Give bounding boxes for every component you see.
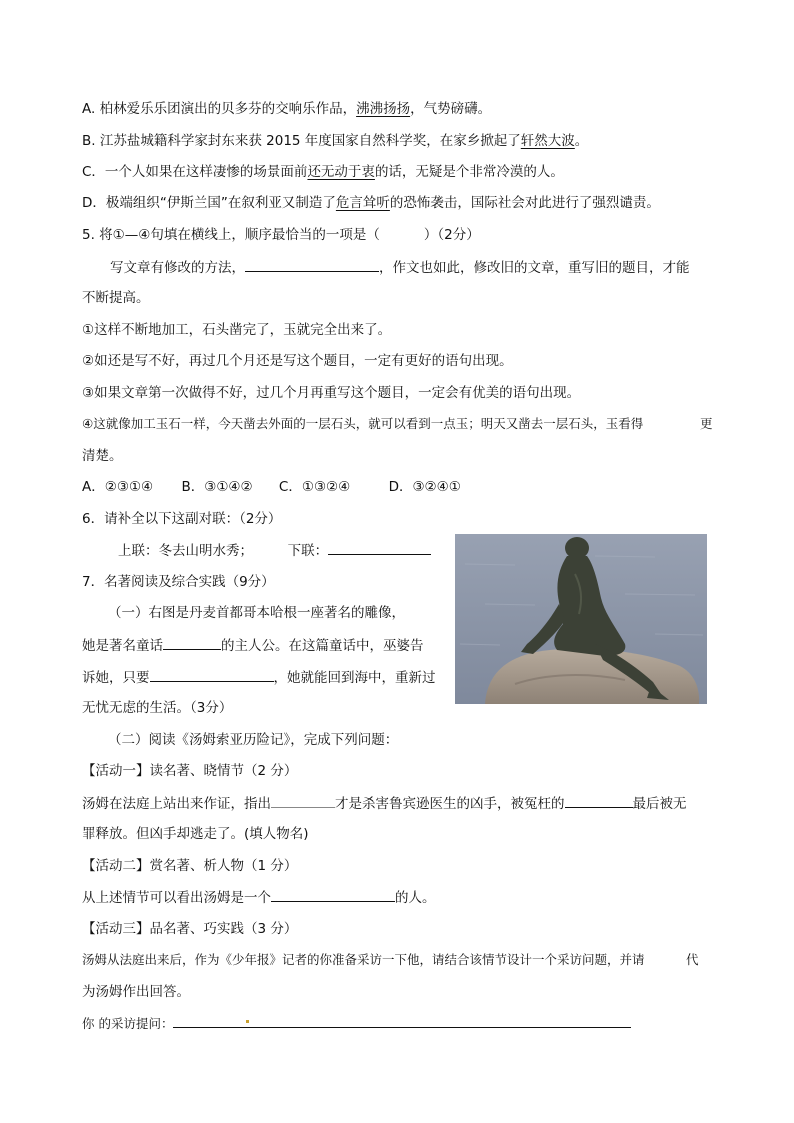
- q7-part1-line4: 无忧无虑的生活。（3分）: [82, 700, 233, 716]
- q5-option-a[interactable]: A．②③①④: [82, 479, 154, 495]
- q7-part1-line1: （一）右图是丹麦首都哥本哈根一座著名的雕像，: [108, 605, 405, 621]
- q5-paragraph: 写文章有修改的方法， ，作文也如此，修改旧的文章，重写旧的题目，才能: [110, 257, 690, 278]
- ink-dot: [246, 1020, 249, 1023]
- q5-option-d[interactable]: D．③②④①: [388, 479, 461, 495]
- activity-3-line2: 为汤姆作出回答。: [82, 984, 190, 1000]
- interview-question-line: 你 的采访提问：: [82, 1013, 631, 1034]
- q5-option-c[interactable]: C．①③②④: [278, 479, 351, 495]
- activity-2-title: 【活动二】赏名著、析人物（1 分）: [82, 858, 298, 874]
- q5-sentence-3: ③如果文章第一次做得不好，过几个月再重写这个题目，一定会有优美的语句出现。: [82, 385, 581, 401]
- condition-blank[interactable]: [150, 667, 274, 682]
- q5-sentence-4-end: 更: [700, 416, 713, 431]
- q5-stem: 5. 将①—④句填在横线上，顺序最恰当的一项是（ ）（2分）: [82, 227, 480, 243]
- q6-couplet: 上联：冬去山明水秀； 下联：: [118, 540, 431, 561]
- q5-sentence-2: ②如还是写不好，再过几个月还是写这个题目，一定有更好的语句出现。: [82, 353, 513, 369]
- q7-part2-title: （二）阅读《汤姆索亚历险记》，完成下列问题：: [108, 732, 399, 748]
- activity-1-title: 【活动一】读名著、晓情节（2 分）: [82, 763, 298, 779]
- q5-sentence-4-cont: 清楚。: [82, 448, 123, 464]
- interview-question-blank[interactable]: [173, 1013, 631, 1028]
- little-mermaid-photo: [455, 534, 707, 704]
- character-trait-blank[interactable]: [271, 887, 395, 902]
- q7-stem: 7．名著阅读及综合实践（9分）: [82, 574, 275, 590]
- murderer-blank[interactable]: [271, 793, 335, 808]
- q4-option-d: D．极端组织“伊斯兰国”在叙利亚又制造了危言耸听的恐怖袭击，国际社会对此进行了强烈谴责。: [82, 195, 660, 211]
- activity-3-title: 【活动三】品名著、巧实践（3 分）: [82, 921, 298, 937]
- activity-3-line1-end: 代: [686, 952, 699, 967]
- wronged-person-blank[interactable]: [565, 793, 633, 808]
- q4-option-b: B. 江苏盐城籍科学家封东来获 2015 年度国家自然科学奖，在家乡掀起了轩然大波。: [82, 133, 589, 149]
- q5-sentence-4: ④这就像加工玉石一样，今天凿去外面的一层石头，就可以看到一点玉；明天又凿去一层石头，玉看得: [82, 416, 644, 431]
- activity-1-line2: 罪释放。但凶手却逃走了。(填人物名): [82, 826, 309, 842]
- q5-options: [82, 477, 461, 497]
- q6-stem: 6．请补全以下这副对联：（2分）: [82, 511, 282, 527]
- fairy-tale-blank[interactable]: [163, 635, 221, 650]
- couplet-lower-blank[interactable]: [328, 540, 431, 555]
- activity-1-line1: 汤姆在法庭上站出来作证，指出 才是杀害鲁宾逊医生的凶手，被冤枉的 最后被无: [82, 793, 687, 814]
- q5-blank[interactable]: [245, 257, 379, 272]
- q5-sentence-1: ①这样不断地加工，石头凿完了，玉就完全出来了。: [82, 322, 392, 338]
- q7-part1-line3: 诉她，只要 ，她就能回到海中，重新过: [82, 667, 436, 688]
- little-mermaid-statue-photo: [455, 534, 707, 704]
- q4-option-a: A. 柏林爱乐乐团演出的贝多芬的交响乐作品，沸沸扬扬，气势磅礴。: [82, 101, 492, 117]
- activity-2-line1: 从上述情节可以看出汤姆是一个 的人。: [82, 887, 436, 908]
- q4-option-c: C．一个人如果在这样凄惨的场景面前还无动于衷的话，无疑是个非常冷漠的人。: [82, 164, 564, 180]
- q5-paragraph-cont: 不断提高。: [82, 290, 150, 306]
- q7-part1-line2: 她是著名童话 的主人公。在这篇童话中，巫婆告: [82, 635, 424, 656]
- q5-option-b[interactable]: B．③①④②: [181, 479, 253, 495]
- activity-3-line1: 汤姆从法庭出来后，作为《少年报》记者的你准备采访一下他，请结合该情节设计一个采访问题，并请: [82, 952, 645, 967]
